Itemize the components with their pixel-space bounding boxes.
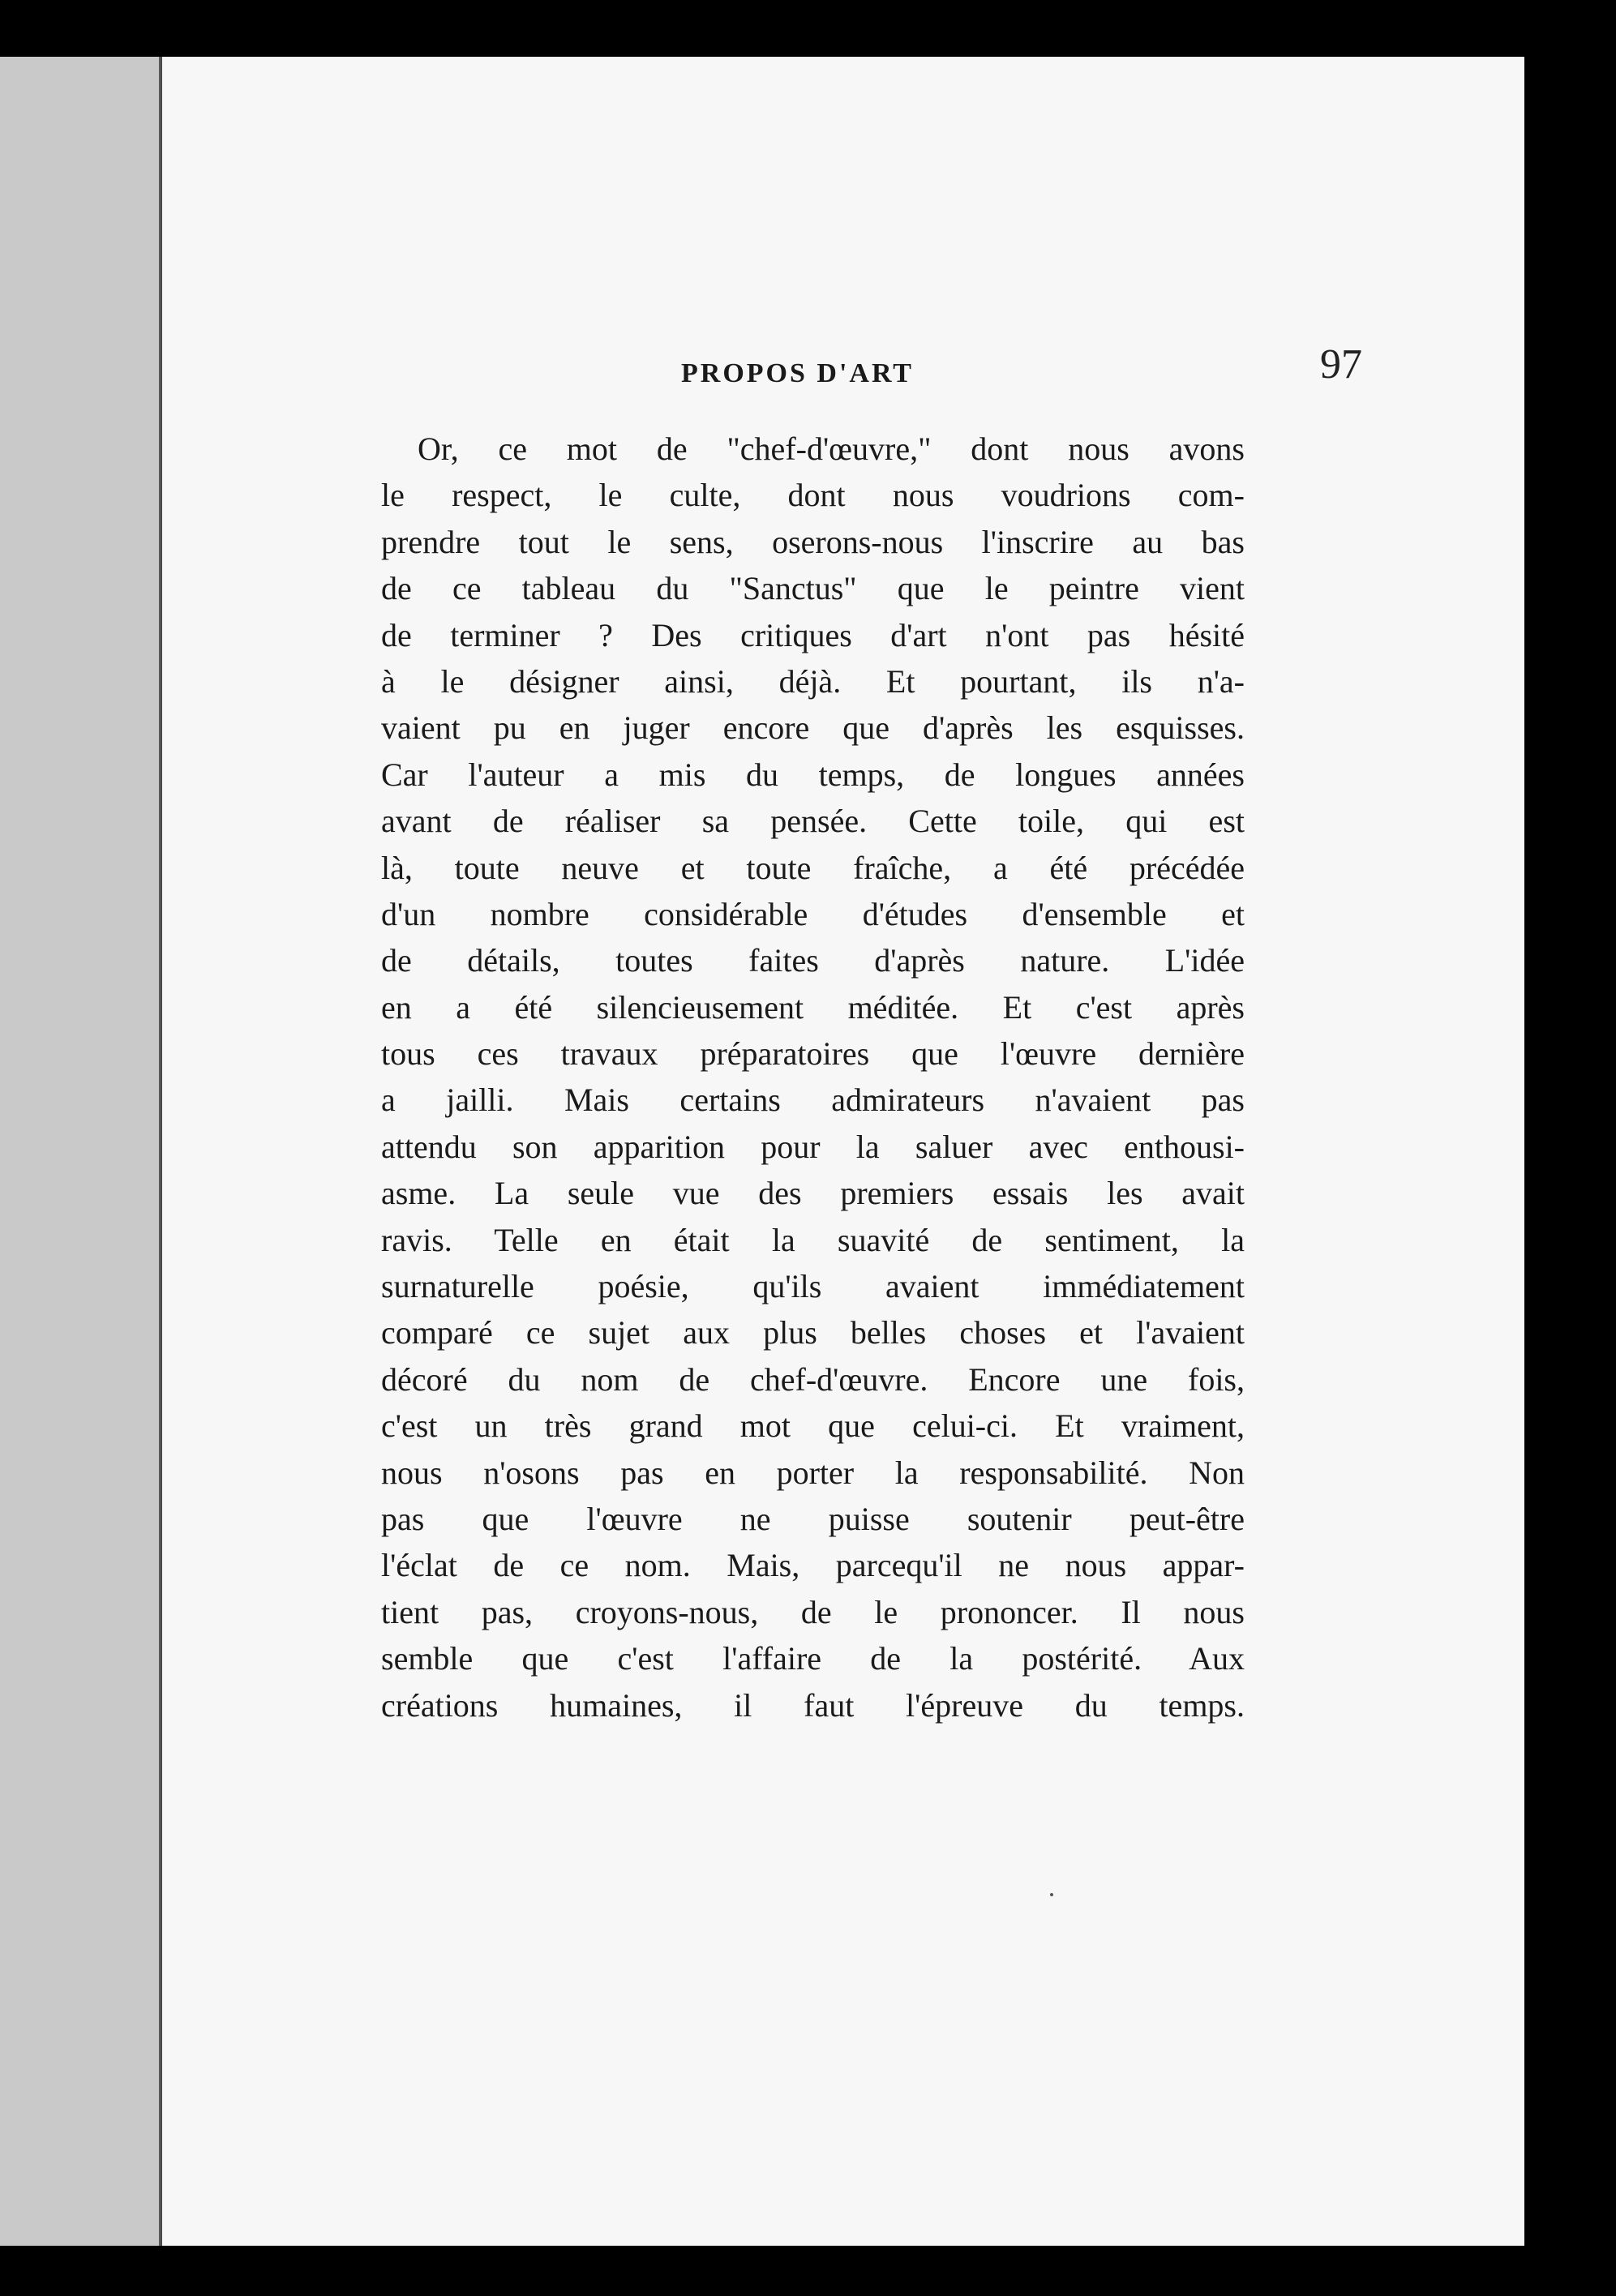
text-line: d'un nombre considérable d'études d'ensemble et [381, 895, 1245, 932]
text-line: en a été silencieusement méditée. Et c'est après [381, 988, 1245, 1026]
text-line: attendu son apparition pour la saluer avec enthousi- [381, 1128, 1245, 1165]
text-line: de terminer ? Des critiques d'art n'ont pas hésité [381, 616, 1245, 653]
running-head: PROPOS D'ART [681, 358, 914, 388]
text-line: surnaturelle poésie, qu'ils avaient immédiatement [381, 1268, 1245, 1305]
text-line: Or, ce mot de "chef-d'œuvre," dont nous avons [418, 430, 1245, 467]
text-line: comparé ce sujet aux plus belles choses et l'avaient [381, 1314, 1245, 1351]
text-line: pas que l'œuvre ne puisse soutenir peut-être [381, 1500, 1245, 1537]
text-line: c'est un très grand mot que celui-ci. Et vraiment, [381, 1407, 1245, 1445]
body-paragraph [381, 426, 1245, 1728]
text-line: créations humaines, il faut l'épreuve du temps. [381, 1686, 1245, 1724]
text-line: vaient pu en juger encore que d'après les esquisses. [381, 709, 1245, 747]
text-line: l'éclat de ce nom. Mais, parcequ'il ne nous appar- [381, 1547, 1245, 1584]
text-line: de ce tableau du "Sanctus" que le peintre vient [381, 570, 1245, 607]
book-page [162, 57, 1524, 2246]
text-line: semble que c'est l'affaire de la postérité. Aux [381, 1640, 1245, 1677]
text-line: à le désigner ainsi, déjà. Et pourtant, ils n'a- [381, 662, 1245, 700]
text-line: Car l'auteur a mis du temps, de longues années [381, 756, 1245, 793]
text-line: prendre tout le sens, oserons-nous l'inscrire au bas [381, 523, 1245, 560]
text-line: nous n'osons pas en porter la responsabilité. Non [381, 1454, 1245, 1491]
text-line: avant de réaliser sa pensée. Cette toile, qui est [381, 803, 1245, 840]
page-number: 97 [1320, 341, 1362, 388]
text-line: a jailli. Mais certains admirateurs n'avaient pas [381, 1082, 1245, 1119]
text-line: ravis. Telle en était la suavité de sentiment, la [381, 1221, 1245, 1258]
text-line: le respect, le culte, dont nous voudrions com- [381, 477, 1245, 514]
text-line: décoré du nom de chef-d'œuvre. Encore une fois, [381, 1360, 1245, 1398]
text-line: tous ces travaux préparatoires que l'œuvre dernière [381, 1035, 1245, 1073]
page-header [681, 341, 1362, 405]
facing-page-edge [0, 57, 162, 2246]
text-line: là, toute neuve et toute fraîche, a été précédée [381, 849, 1245, 886]
text-line: asme. La seule vue des premiers essais les avait [381, 1175, 1245, 1212]
paper-speck [1050, 1893, 1053, 1896]
text-line: de détails, toutes faites d'après nature. L'idée [381, 942, 1245, 979]
text-line: tient pas, croyons-nous, de le prononcer. Il nous [381, 1593, 1245, 1630]
